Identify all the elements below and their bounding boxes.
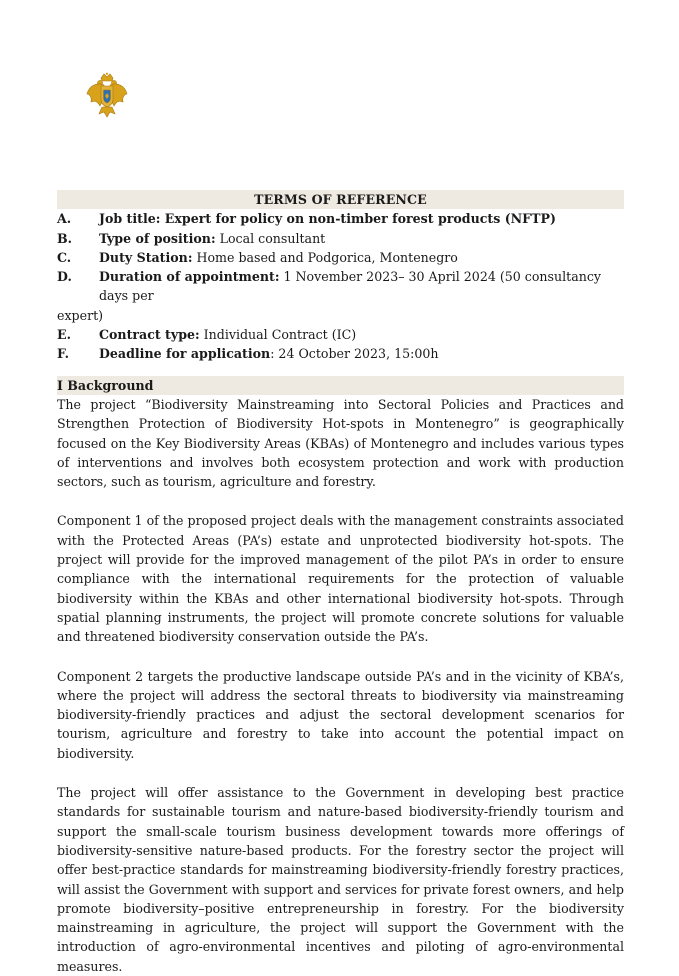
detail-item-duty-station (57, 248, 624, 267)
detail-item-deadline (57, 344, 624, 363)
tor-title: TERMS OF REFERENCE (57, 190, 624, 209)
paragraph: The project will offer assistance to the Government in developing best practice standards for sustainable tourism and nature-based biodiversity-friendly tourism and support the small-scale tourism business development towards more offerings of biodiversity-sensitive nature-based products. For the forestry sector the project will offer best-practice standards for mainstreaming biodiversity-friendly forestry practices, will assist the Government with support and services for private forest owners, and help promote biodiversity–positive entrepreneurship in forestry. For the biodiversity mainstreaming in agriculture, the project will support the Government with the introduction of agro-environmental incentives and piloting of agro-environmental measures. (57, 785, 624, 974)
detail-item-contract-type (57, 325, 624, 344)
item-label: Job title: Expert for policy on non-timber forest products (NFTP) (99, 211, 556, 227)
item-label: Contract type: (99, 327, 200, 343)
item-label: Duty Station: (99, 249, 193, 265)
background-paragraphs (57, 395, 624, 976)
paragraph: Component 1 of the proposed project deals with the management constraints associated with the Protected Areas (PA’s) estate and unprotected biodiversity hot-spots. The project will provide for the improved management of the pilot PA’s in order to ensure compliance with the international requirements for the protection of valuable biodiversity within the KBAs and other international biodiversity hot-spots. Through spatial planning instruments, the project will promote concrete solutions for valuable and threatened biodiversity conservation outside the PA’s. (57, 513, 624, 645)
detail-item-duration (57, 267, 624, 325)
item-letter: A. (57, 211, 72, 227)
item-value: Home based and Podgorica, Montenegro (192, 249, 458, 265)
item-letter: E. (57, 327, 71, 343)
item-letter: C. (57, 249, 72, 265)
position-details-list (57, 209, 624, 363)
section-heading-background: I Background (57, 376, 624, 395)
coat-of-arms-icon (86, 72, 128, 120)
paragraph: Component 2 targets the productive landscape outside PA’s and in the vicinity of KBA’s, where the project will address the sectoral threats to biodiversity via mainstreaming biodiversity-friendly practices and adjust the sectoral development scenarios for tourism, agriculture and forestry to take into account the potential impact on biodiversity. (57, 668, 624, 761)
item-letter: D. (57, 269, 72, 285)
item-label: Type of position: (99, 230, 216, 246)
item-letter: B. (57, 230, 73, 246)
item-label: Deadline for application (99, 346, 271, 362)
detail-item-job-title (57, 209, 624, 228)
item-value: Individual Contract (IC) (199, 327, 357, 343)
item-value: : 24 October 2023, 15:00h (270, 346, 439, 362)
paragraph: The project “Biodiversity Mainstreaming into Sectoral Policies and Practices and Strengthen Protection of Biodiversity Hot-spots in Montenegro” is geographically focused on the Key Biodiversity Areas (KBAs) of Montenegro and includes various types of interventions and involves both ecosystem protection and work with production sectors, such as tourism, agriculture and forestry. (57, 396, 624, 490)
item-value-continuation: expert) (57, 307, 104, 323)
item-label: Duration of appointment: (99, 269, 280, 285)
item-value: 1 November 2023– 30 April 2024 (50 consultancy days per (99, 269, 601, 304)
detail-item-type-of-position (57, 229, 624, 248)
item-value: Local consultant (215, 230, 326, 246)
document-content (57, 190, 624, 976)
item-letter: F. (57, 346, 70, 362)
